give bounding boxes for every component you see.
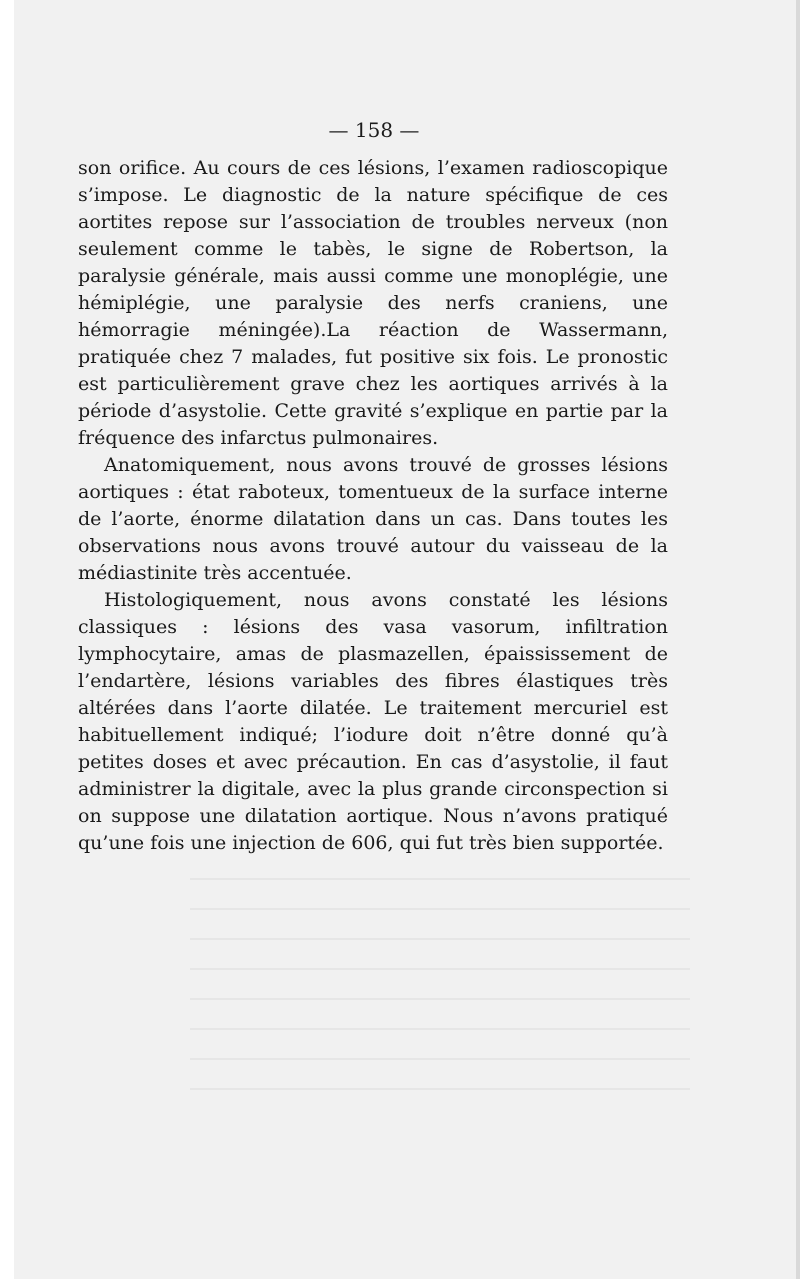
paragraph-anatomy: Anatomiquement, nous avons trouvé de grosses lésions aortiques : état raboteux, tomentueux de la surface interne de l’aorte, énorme dilatation dans un cas. Dans toutes les observations nous avons trouvé autour du vaisseau de la médiastinite très accentuée. <box>78 454 668 584</box>
page-number: — 158 — <box>328 118 420 142</box>
body-text <box>78 155 668 857</box>
paragraph-continuation: son orifice. Au cours de ces lésions, l’examen radioscopique s’impose. Le diagnostic de la nature spécifique de ces aortites repose sur l’association de troubles nerveux (non seulement comme le tabès, le signe de Robertson, la paralysie générale, mais aussi comme une monoplégie, une hémiplégie, une paralysie des nerfs craniens, une hémorragie méningée).La réaction de Wassermann, pratiquée chez 7 malades, fut positive six fois. Le pronostic est particulièrement grave chez les aortiques arrivés à la période d’asystolie. Cette gravité s’explique en partie par la fréquence des infarctus pulmonaires. <box>78 157 668 449</box>
page-edge <box>796 0 800 1279</box>
show-through-bleed <box>190 860 690 1090</box>
paragraph-histology: Histologiquement, nous avons constaté les lésions classiques : lésions des vasa vasorum, infiltration lymphocytaire, amas de plasmazellen, épaississement de l’endartère, lésions variables des fibres élastiques très altérées dans l’aorte dilatée. Le traitement mercuriel est habituellement indiqué; l’iodure doit n’être donné qu’à petites doses et avec précaution. En cas d’asystolie, il faut administrer la digitale, avec la plus grande circonspection si on suppose une dilatation aortique. Nous n’avons pratiqué qu’une fois une injection de 606, qui fut très bien supportée. <box>78 589 668 854</box>
scan-margin <box>0 0 14 1279</box>
